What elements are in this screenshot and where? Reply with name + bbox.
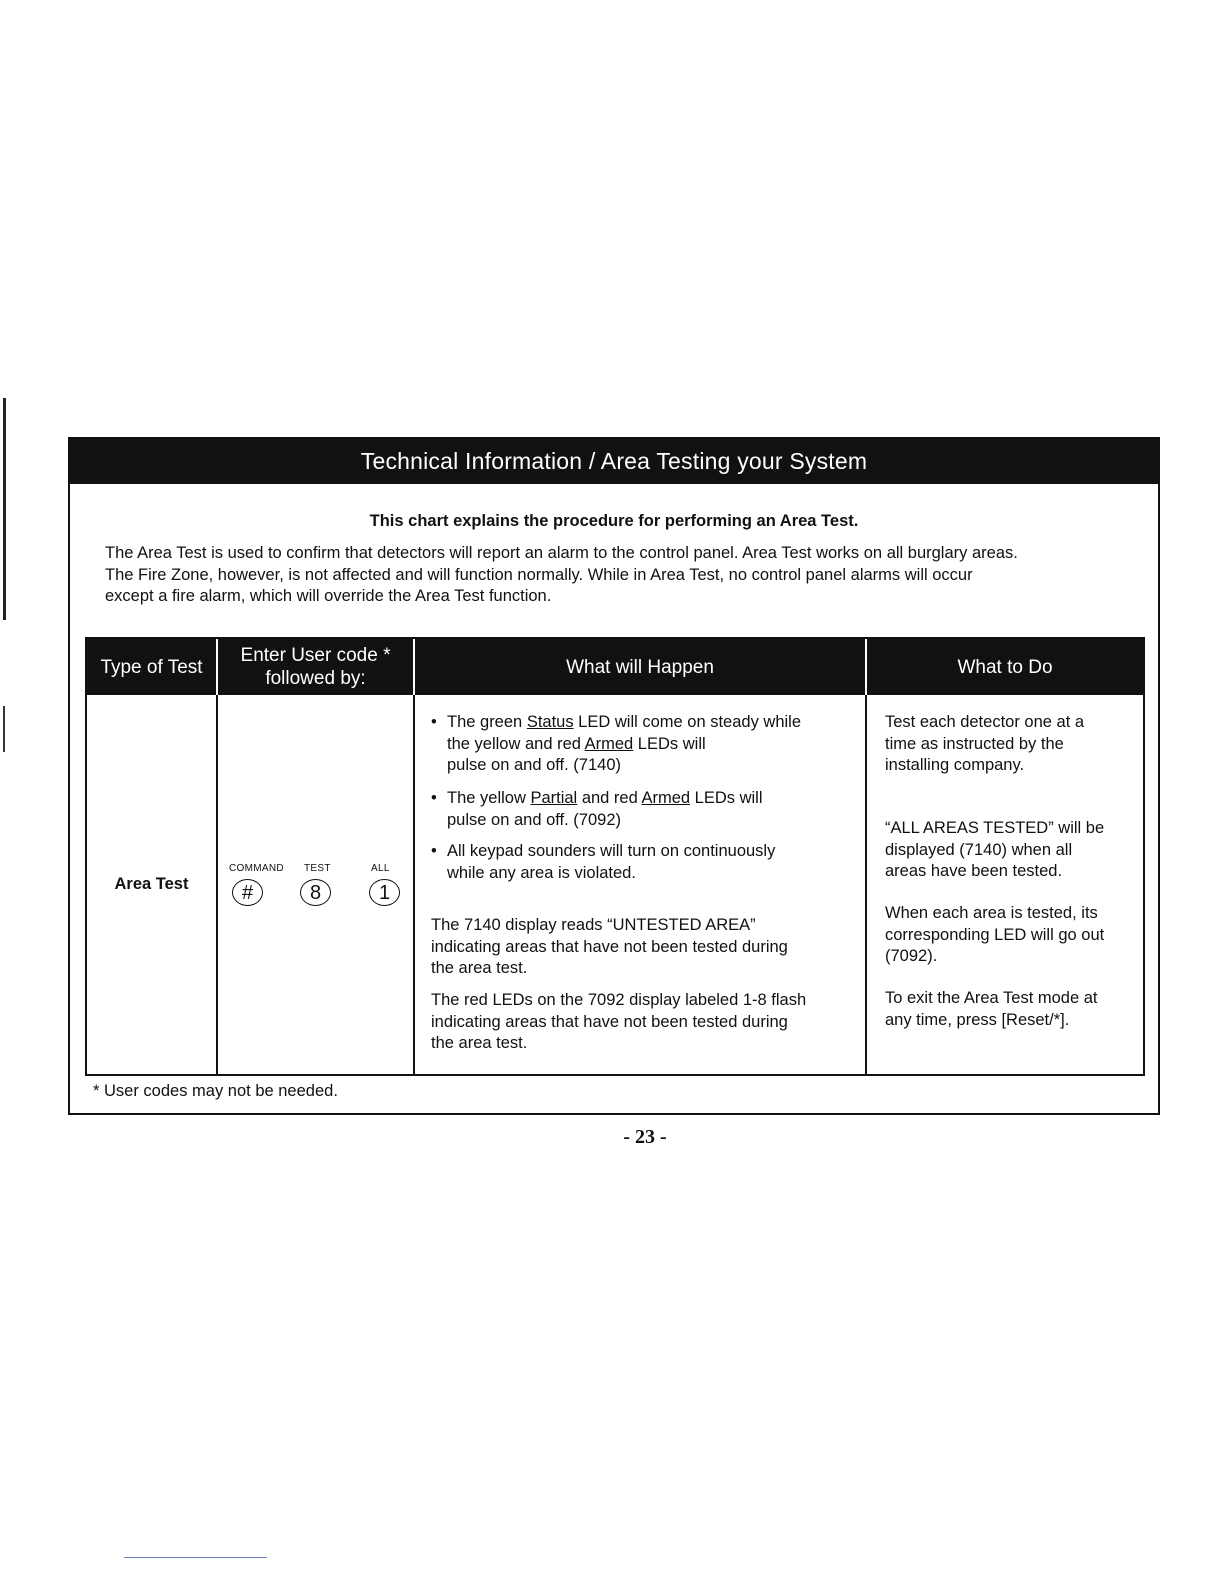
what-to-do-cell (869, 695, 1143, 1074)
pound-key-icon: # (232, 879, 263, 906)
chart-subtitle: This chart explains the procedure for performing an Area Test. (369, 512, 859, 530)
column-divider (865, 639, 867, 1074)
one-key-icon: 1 (369, 879, 400, 906)
scan-edge-mark (3, 706, 5, 752)
footnote: * User codes may not be needed. (93, 1082, 338, 1100)
page-title: Technical Information / Area Testing your System (70, 439, 1158, 484)
header-enter-user-code (218, 639, 413, 695)
type-of-test-cell: Area Test (114, 875, 189, 893)
what-will-happen-cell (417, 695, 865, 1074)
untested-area-paragraph: The 7140 display reads “UNTESTED AREA” indicating areas that have not been tested during the area test. (431, 916, 788, 977)
bullet-icon: • (431, 713, 437, 731)
eight-key-icon: 8 (300, 879, 331, 906)
list-item: • All keypad sounders will turn on continuously while any area is violated. (431, 842, 776, 882)
bullet-icon: • (431, 789, 437, 807)
status-led-label: Status (526, 713, 574, 731)
column-divider (413, 639, 415, 1074)
header-divider (413, 639, 415, 695)
list-item: • The yellow Partial and red Armed LEDs will pulse on and off. (7092) (431, 789, 763, 829)
key-label-all: ALL (371, 863, 390, 874)
intro-line: The Area Test is used to confirm that detectors will report an alarm to the control panel. Area Test works on all burglary areas. (105, 544, 1018, 562)
red-leds-paragraph: The red LEDs on the 7092 display labeled 1-8 flash indicating areas that have not been tested during the area test. (431, 991, 807, 1052)
key-label-command: COMMAND (229, 863, 284, 874)
header-what-will-happen: What will Happen (566, 656, 714, 678)
header-divider (216, 639, 218, 695)
table-header-row (87, 639, 1143, 695)
header-type-of-test: Type of Test (100, 656, 203, 678)
todo-paragraph: When each area is tested, its corresponding LED will go out (7092). (885, 904, 1105, 965)
todo-paragraph: To exit the Area Test mode at any time, press [Reset/*]. (885, 989, 1098, 1029)
armed-led-label: Armed (641, 789, 691, 807)
intro-paragraph (105, 543, 1135, 608)
intro-line: The Fire Zone, however, is not affected and will function normally. While in Area Test, no control panel alarms will occur (105, 565, 973, 584)
scan-edge-mark (124, 1557, 267, 1558)
header-enter-line: followed by: (265, 668, 366, 689)
armed-led-label: Armed (584, 734, 634, 753)
partial-led-label: Partial (530, 789, 578, 807)
key-sequence (218, 695, 413, 1074)
key-label-test: TEST (304, 863, 331, 874)
intro-line: except a fire alarm, which will override the Area Test function. (105, 587, 552, 605)
scan-edge-mark (3, 398, 6, 620)
page-number: - 23 - (623, 1126, 667, 1148)
list-item: • The green Status LED will come on steady while the yellow and red Armed LEDs will pulse on and off. (7140) (431, 713, 802, 774)
bullet-icon: • (431, 842, 437, 860)
header-divider (865, 639, 867, 695)
todo-paragraph: Test each detector one at a time as instructed by the installing company. (885, 713, 1085, 774)
header-enter-line: Enter User code * (240, 645, 391, 666)
todo-paragraph: “ALL AREAS TESTED” will be displayed (7140) when all areas have been tested. (885, 819, 1105, 880)
header-what-to-do: What to Do (957, 656, 1053, 678)
area-test-table (85, 637, 1145, 1076)
